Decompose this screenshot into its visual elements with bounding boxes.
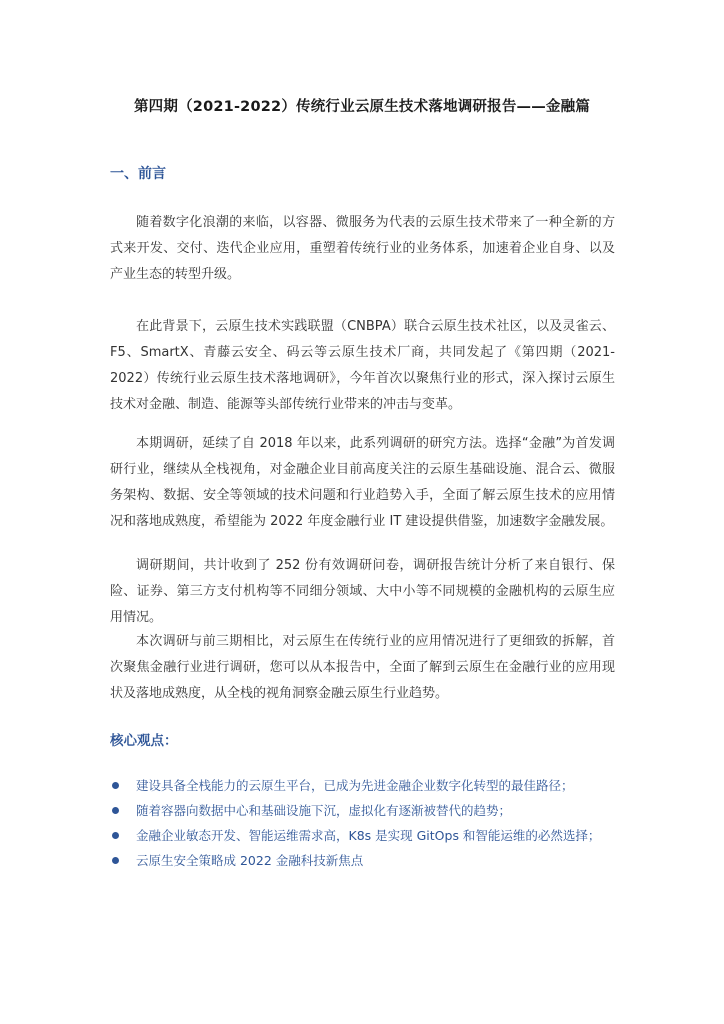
core-point-item [110, 773, 630, 798]
core-point-text: 随着容器向数据中心和基础设施下沉，虚拟化有逐渐被替代的趋势； [136, 803, 512, 818]
core-point-item [110, 848, 630, 873]
document-title: 第四期（2021-2022）传统行业云原生技术落地调研报告——金融篇 [133, 99, 591, 115]
bullet-dot-icon [112, 832, 119, 839]
core-point-text: 建设具备全栈能力的云原生平台，已成为先进金融企业数字化转型的最佳路径； [136, 778, 574, 793]
core-point-text: 金融企业敏态开发、智能运维需求高，K8s 是实现 GitOps 和智能运维的必然选择； [136, 828, 601, 843]
paragraph-5: 本次调研与前三期相比，对云原生在传统行业的应用情况进行了更细致的拆解，首次聚焦金融行业进行调研，您可以从本报告中，全面了解到云原生在金融行业的应用现状及落地成熟度，从全栈的视角洞察金融云原生行业趋势。 [110, 634, 615, 701]
paragraph-2: 在此背景下，云原生技术实践联盟（CNBPA）联合云原生技术社区，以及灵雀云、F5、SmartX、青藤云安全、码云等云原生技术厂商，共同发起了《第四期（2021-2022）传统行业云原生技术落地调研》，今年首次以聚焦行业的形式，深入探讨云原生技术对金融、制造、能源等头部传统行业带来的冲击与变革。 [110, 319, 615, 412]
bullet-dot-icon [112, 857, 119, 864]
paragraph-1: 随着数字化浪潮的来临，以容器、微服务为代表的云原生技术带来了一种全新的方式来开发、交付、迭代企业应用，重塑着传统行业的业务体系，加速着企业自身、以及产业生态的转型升级。 [110, 215, 615, 282]
paragraph-3: 本期调研，延续了自 2018 年以来，此系列调研的研究方法。选择“金融”为首发调研行业，继续从全栈视角，对金融企业目前高度关注的云原生基础设施、混合云、微服务架构、数据、安全等领域的技术问题和行业趋势入手，全面了解云原生技术的应用情况和落地成熟度，希望能为 2022 年度金融行业 IT 建设提供借鉴，加速数字金融发展。 [110, 436, 615, 529]
core-point-item [110, 823, 630, 848]
core-points-list [110, 773, 630, 873]
paragraph-4: 调研期间，共计收到了 252 份有效调研问卷，调研报告统计分析了来自银行、保险、证券、第三方支付机构等不同细分领域、大中小等不同规模的金融机构的云原生应用情况。 [110, 558, 615, 625]
bullet-dot-icon [112, 807, 119, 814]
core-point-item [110, 798, 630, 823]
core-points-heading: 核心观点： [110, 733, 178, 749]
core-point-text: 云原生安全策略成 2022 金融科技新焦点 [136, 853, 364, 868]
section-heading-preface: 一、前言 [110, 166, 166, 182]
bullet-dot-icon [112, 782, 119, 789]
